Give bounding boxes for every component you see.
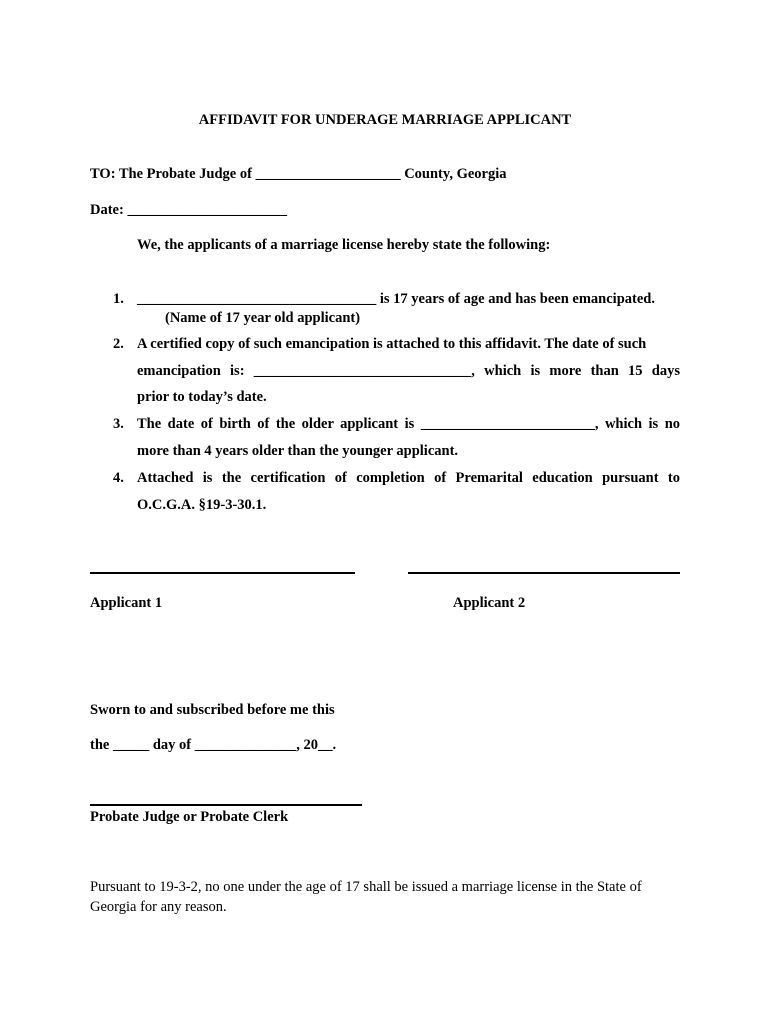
item-3-line1-suffix: , which is no [594,416,681,432]
item-2-line2-prefix: emancipation is: [137,363,245,379]
item-3-line2: more than 4 years older than the younger applicant. [137,443,459,459]
judge-signature-line[interactable] [90,804,362,806]
intro-statement: We, the applicants of a marriage license hereby state the following: [137,237,551,253]
date-label: Date: [90,202,124,218]
footer-line-1: Pursuant to 19-3-2, no one under the age of 17 shall be issued a marriage license in the State of [90,879,642,895]
judge-label: Probate Judge or Probate Clerk [90,809,289,825]
item-4-number: 4. [113,470,124,486]
item-1-number: 1. [113,291,124,307]
footer-line-2: Georgia for any reason. [90,899,227,915]
item-2-line3: prior to today’s date. [137,389,267,405]
applicant-2-label: Applicant 2 [453,595,526,611]
applicant-2-signature-line[interactable] [408,572,680,574]
item-2-number: 2. [113,336,124,352]
item-1-text: is 17 years of age and has been emancipated. [379,291,655,307]
item-3-line1 [137,415,680,433]
document-title: AFFIDAVIT FOR UNDERAGE MARRIAGE APPLICANT [198,112,572,128]
item-1-line [137,290,655,308]
sworn-line-1: Sworn to and subscribed before me this [90,702,335,718]
date-line [90,201,287,219]
to-suffix: County, Georgia [404,166,507,182]
date-field[interactable]: ______________________ [127,202,287,218]
item-4-line2: O.C.G.A. §19-3-30.1. [137,497,267,513]
emancipation-date-field[interactable]: ______________________________ [253,363,472,379]
applicant-name-field[interactable]: _________________________________ [137,291,377,307]
item-2-line2 [137,362,680,380]
item-1-caption: (Name of 17 year old applicant) [165,310,361,326]
item-2-line1: A certified copy of such emancipation is attached to this affidavit. The date of such [137,336,647,352]
item-3-line1-prefix: The date of birth of the older applicant is [137,416,415,432]
sworn-line-2[interactable]: the _____ day of ______________, 20__. [90,737,337,753]
birth-date-field[interactable]: ________________________ [420,416,595,432]
to-line [90,165,507,183]
applicant-1-signature-line[interactable] [90,572,355,574]
item-2-line2-suffix: , which is more than 15 days [471,363,680,379]
applicant-1-label: Applicant 1 [90,595,163,611]
item-3-number: 3. [113,416,124,432]
to-prefix: TO: The Probate Judge of [90,166,252,182]
item-4-line1: Attached is the certification of completion of Premarital education pursuant to [137,470,680,486]
county-field[interactable]: ____________________ [255,166,401,182]
